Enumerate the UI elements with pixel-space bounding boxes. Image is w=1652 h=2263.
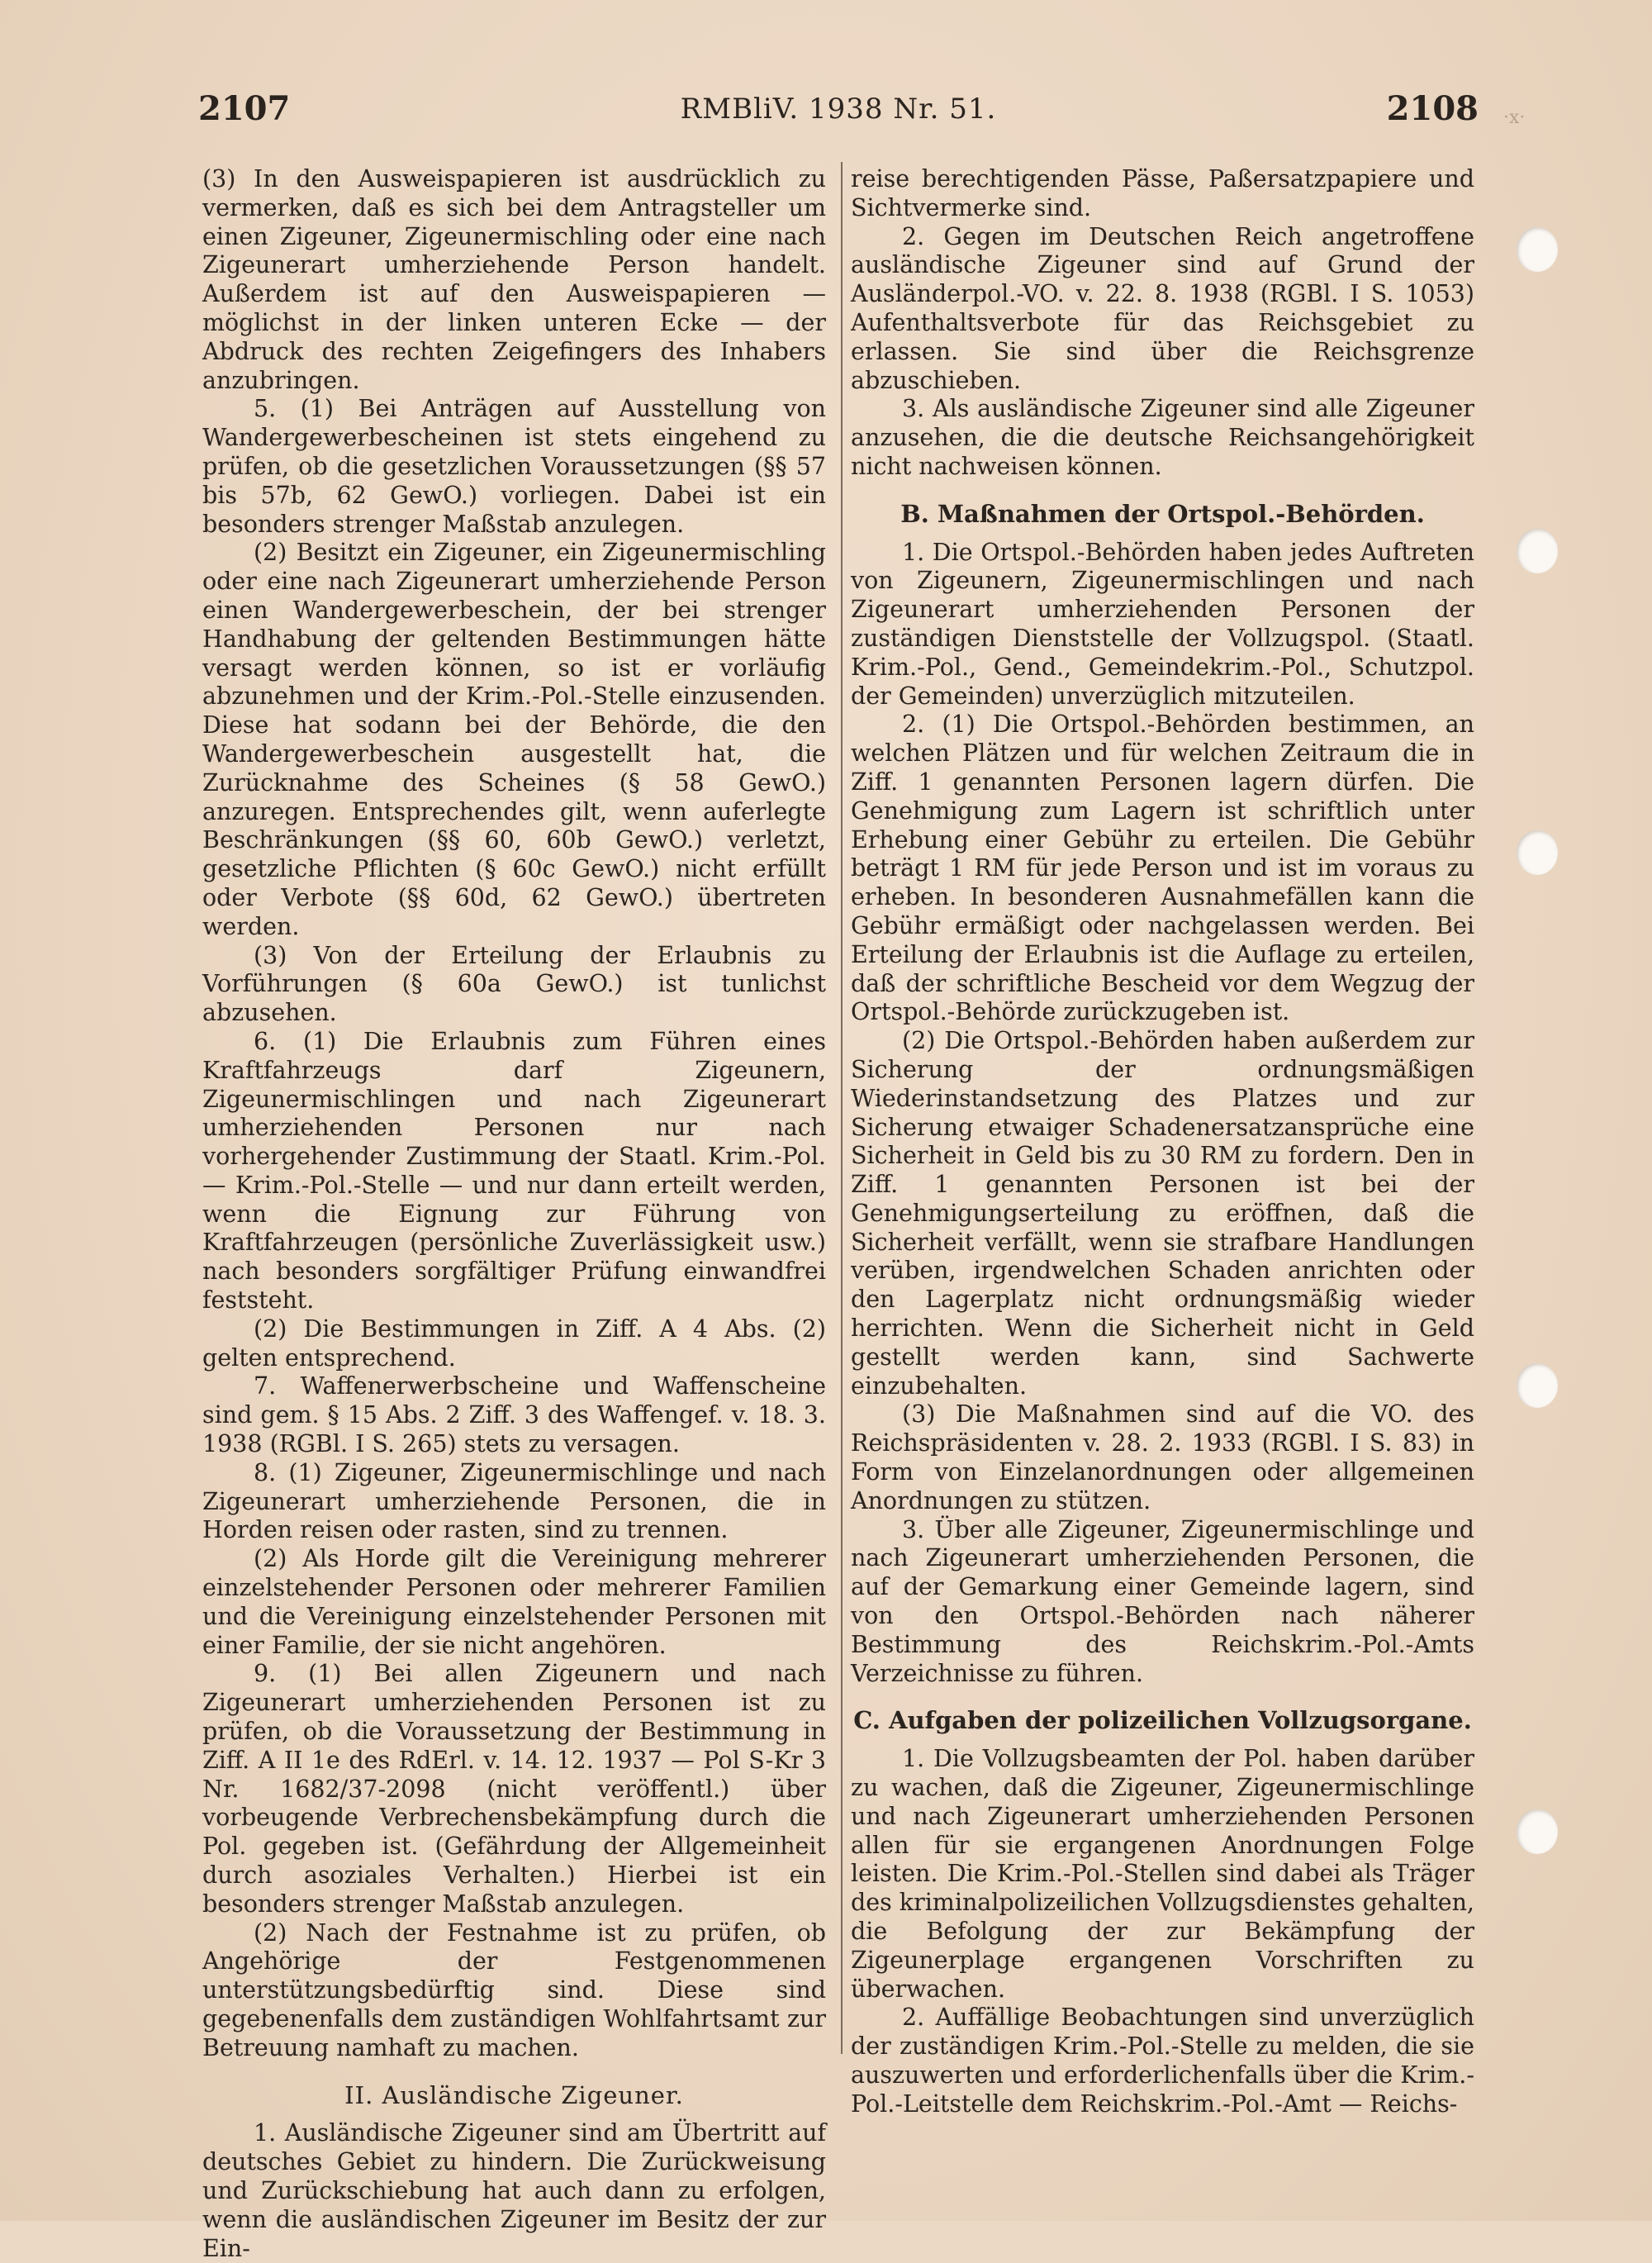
paragraph: 6. (1) Die Erlaubnis zum Führen eines Kraftfahrzeugs darf Zigeunern, Zigeunermischlingen und nach Zigeunerart umherziehenden Personen nur nach vorhergehender Zustimmung der Staatl. Krim.-Pol. — Krim.-Pol.-Stelle — und nur dann erteilt werden, wenn die Eignung zur Führung von Kraftfahrzeugen (persönliche Zuverlässigkeit usw.) nach besonders sorgfältiger Prüfung einwandfrei feststeht. (202, 1027, 826, 1315)
paragraph: (3) In den Ausweispapieren ist ausdrücklich zu vermerken, daß es sich bei dem Antragsteller um einen Zigeuner, Zigeunermischling oder eine nach Zigeunerart umherziehende Person handelt. Außerdem ist auf den Ausweispapieren — möglichst in der linken unteren Ecke — der Abdruck des rechten Zeigefingers des Inhabers anzubringen. (202, 165, 826, 394)
journal-title: RMBliV. 1938 Nr. 51. (680, 93, 997, 126)
paragraph: (3) Von der Erteilung der Erlaubnis zu Vorführungen (§ 60a GewO.) ist tunlichst abzusehen. (202, 941, 826, 1027)
paragraph: 1. Die Vollzugsbeamten der Pol. haben darüber zu wachen, daß die Zigeuner, Zigeunermischlinge und nach Zigeunerart umherziehenden Personen allen für sie ergangenen Anordnungen Folge leisten. Die Krim.-Pol.-Stellen sind dabei als Träger des kriminalpolizeilichen Vollzugsdienstes gehalten, die Befolgung der zur Bekämpfung der Zigeunerplage ergangenen Vorschriften zu überwachen. (851, 1745, 1474, 2003)
paragraph: (2) Die Ortspol.-Behörden haben außerdem zur Sicherung der ordnungsmäßigen Wiederinstandsetzung des Platzes und zur Sicherung etwaiger Schadenersatzansprüche eine Sicherheit in Geld bis zu 30 RM zu fordern. Den in Ziff. 1 genannten Personen ist bei der Genehmigungserteilung zu eröffnen, daß die Sicherheit verfällt, wenn sie strafbare Handlungen verüben, irgendwelchen Schaden anrichten oder den Lagerplatz nicht ordnungsmäßig wieder herrichten. Wenn die Sicherheit nicht in Geld gestellt werden kann, sind Sachwerte einzubehalten. (851, 1027, 1474, 1400)
punch-hole (1517, 830, 1558, 875)
paragraph: (2) Als Horde gilt die Vereinigung mehrerer einzelstehender Personen oder mehrerer Familien und die Vereinigung einzelstehender Personen mit einer Familie, der sie nicht angehören. (202, 1545, 826, 1659)
page-number-right: 2108 (1386, 89, 1479, 128)
paragraph: 3. Als ausländische Zigeuner sind alle Zigeuner anzusehen, die die deutsche Reichsangehörigkeit nicht nachweisen können. (851, 395, 1474, 480)
paragraph: 5. (1) Bei Anträgen auf Ausstellung von Wandergewerbescheinen ist stets eingehend zu prüfen, ob die gesetzlichen Voraussetzungen (§§ 57 bis 57b, 62 GewO.) vorliegen. Dabei ist ein besonders strenger Maßstab anzulegen. (202, 395, 826, 538)
page-number-left: 2107 (198, 89, 291, 128)
paragraph: 8. (1) Zigeuner, Zigeunermischlinge und nach Zigeunerart umherziehende Personen, die in Horden reisen oder rasten, sind zu trennen. (202, 1458, 826, 1544)
paragraph: (2) Besitzt ein Zigeuner, ein Zigeunermischling oder eine nach Zigeunerart umherziehende Person einen Wandergewerbeschein, der bei strenger Handhabung der geltenden Bestimmungen hätte versagt werden können, so ist er vorläufig abzunehmen und der Krim.-Pol.-Stelle einzusenden. Diese hat sodann bei der Behörde, die den Wandergewerbeschein ausgestellt hat, die Zurücknahme des Scheines (§ 58 GewO.) anzuregen. Entsprechendes gilt, wenn auferlegte Beschränkungen (§§ 60, 60b GewO.) verletzt, gesetzliche Pflichten (§ 60c GewO.) nicht erfüllt oder Verbote (§§ 60d, 62 GewO.) übertreten werden. (202, 539, 826, 940)
paragraph: 7. Waffenerwerbscheine und Waffenscheine sind gem. § 15 Abs. 2 Ziff. 3 des Waffengef. v. 18. 3. 1938 (RGBl. I S. 265) stets zu versagen. (202, 1372, 826, 1458)
paragraph: 3. Über alle Zigeuner, Zigeunermischlinge und nach Zigeunerart umherziehenden Personen, die auf der Gemarkung einer Gemeinde lagern, sind von den Ortspol.-Behörden nach näherer Bestimmung des Reichskrim.-Pol.-Amts Verzeichnisse zu führen. (851, 1515, 1474, 1687)
paragraph: reise berechtigenden Pässe, Paßersatzpapiere und Sichtvermerke sind. (851, 165, 1474, 221)
paragraph: (2) Die Bestimmungen in Ziff. A 4 Abs. (2) gelten entsprechend. (202, 1315, 826, 1372)
section-heading: B. Maßnahmen der Ortspol.-Behörden. (900, 499, 1425, 528)
page-header (198, 89, 1479, 139)
left-column (202, 165, 826, 2263)
punch-hole (1517, 227, 1558, 272)
paragraph: (3) Die Maßnahmen sind auf die VO. des Reichspräsidenten v. 28. 2. 1933 (RGBl. I S. 83) in Form von Einzelanordnungen oder allgemeinen Anordnungen zu stützen. (851, 1400, 1474, 1514)
paragraph: 2. Gegen im Deutschen Reich angetroffene ausländische Zigeuner sind auf Grund der Ausländerpol.-VO. v. 22. 8. 1938 (RGBl. I S. 1053) Aufenthaltsverbote für das Reichsgebiet zu erlassen. Sie sind über die Reichsgrenze abzuschieben. (851, 222, 1474, 394)
paragraph: 2. Auffällige Beobachtungen sind unverzüglich der zuständigen Krim.-Pol.-Stelle zu melden, die sie auszuwerten und erforderlichenfalls über die Krim.-Pol.-Leitstelle dem Reichskrim.-Pol.-Amt — Reichs- (851, 2004, 1474, 2118)
section-heading: II. Ausländische Zigeuner. (344, 2080, 684, 2109)
paragraph: 1. Die Ortspol.-Behörden haben jedes Auftreten von Zigeunern, Zigeunermischlingen und nach Zigeunerart umherziehenden Personen der zuständigen Dienststelle der Vollzugspol. (Staatl. Krim.-Pol., Gend., Gemeindekrim.-Pol., Schutzpol. der Gemeinden) unverzüglich mitzuteilen. (851, 538, 1474, 710)
paragraph: (2) Nach der Festnahme ist zu prüfen, ob Angehörige der Festgenommenen unterstützungsbedürftig sind. Diese sind gegebenenfalls dem zuständigen Wohlfahrtsamt zur Betreuung namhaft zu machen. (202, 1918, 826, 2061)
column-divider (841, 162, 843, 2054)
right-column (851, 165, 1474, 2119)
punch-hole (1517, 529, 1558, 573)
punch-hole (1517, 1809, 1558, 1854)
punch-hole (1517, 1363, 1558, 1408)
margin-mark: ·x· (1503, 107, 1526, 128)
paragraph: 1. Ausländische Zigeuner sind am Übertritt auf deutsches Gebiet zu hindern. Die Zurückweisung und Zurückschiebung hat auch dann zu erfolgen, wenn die ausländischen Zigeuner im Besitz der zur Ein- (202, 2119, 826, 2262)
section-heading: C. Aufgaben der polizeilichen Vollzugsorgane. (853, 1706, 1472, 1735)
paragraph: 9. (1) Bei allen Zigeunern und nach Zigeunerart umherziehenden Personen ist zu prüfen, ob die Voraussetzung der Bestimmung in Ziff. A II 1e des RdErl. v. 14. 12. 1937 — Pol S-Kr 3 Nr. 1682/37-2098 (nicht veröffentl.) über vorbeugende Verbrechensbekämpfung durch die Pol. gegeben ist. (Gefährdung der Allgemeinheit durch asoziales Verhalten.) Hierbei ist ein besonders strenger Maßstab anzulegen. (202, 1660, 826, 1918)
paragraph: 2. (1) Die Ortspol.-Behörden bestimmen, an welchen Plätzen und für welchen Zeitraum die in Ziff. 1 genannten Personen lagern dürfen. Die Genehmigung zum Lagern ist schriftlich unter Erhebung einer Gebühr zu erteilen. Die Gebühr beträgt 1 RM für jede Person und ist im voraus zu erheben. In besonderen Ausnahmefällen kann die Gebühr ermäßigt oder nachgelassen werden. Bei Erteilung der Erlaubnis ist die Auflage zu erteilen, daß der schriftliche Bescheid vor dem Wegzug der Ortspol.-Behörde zurückzugeben ist. (851, 711, 1474, 1026)
